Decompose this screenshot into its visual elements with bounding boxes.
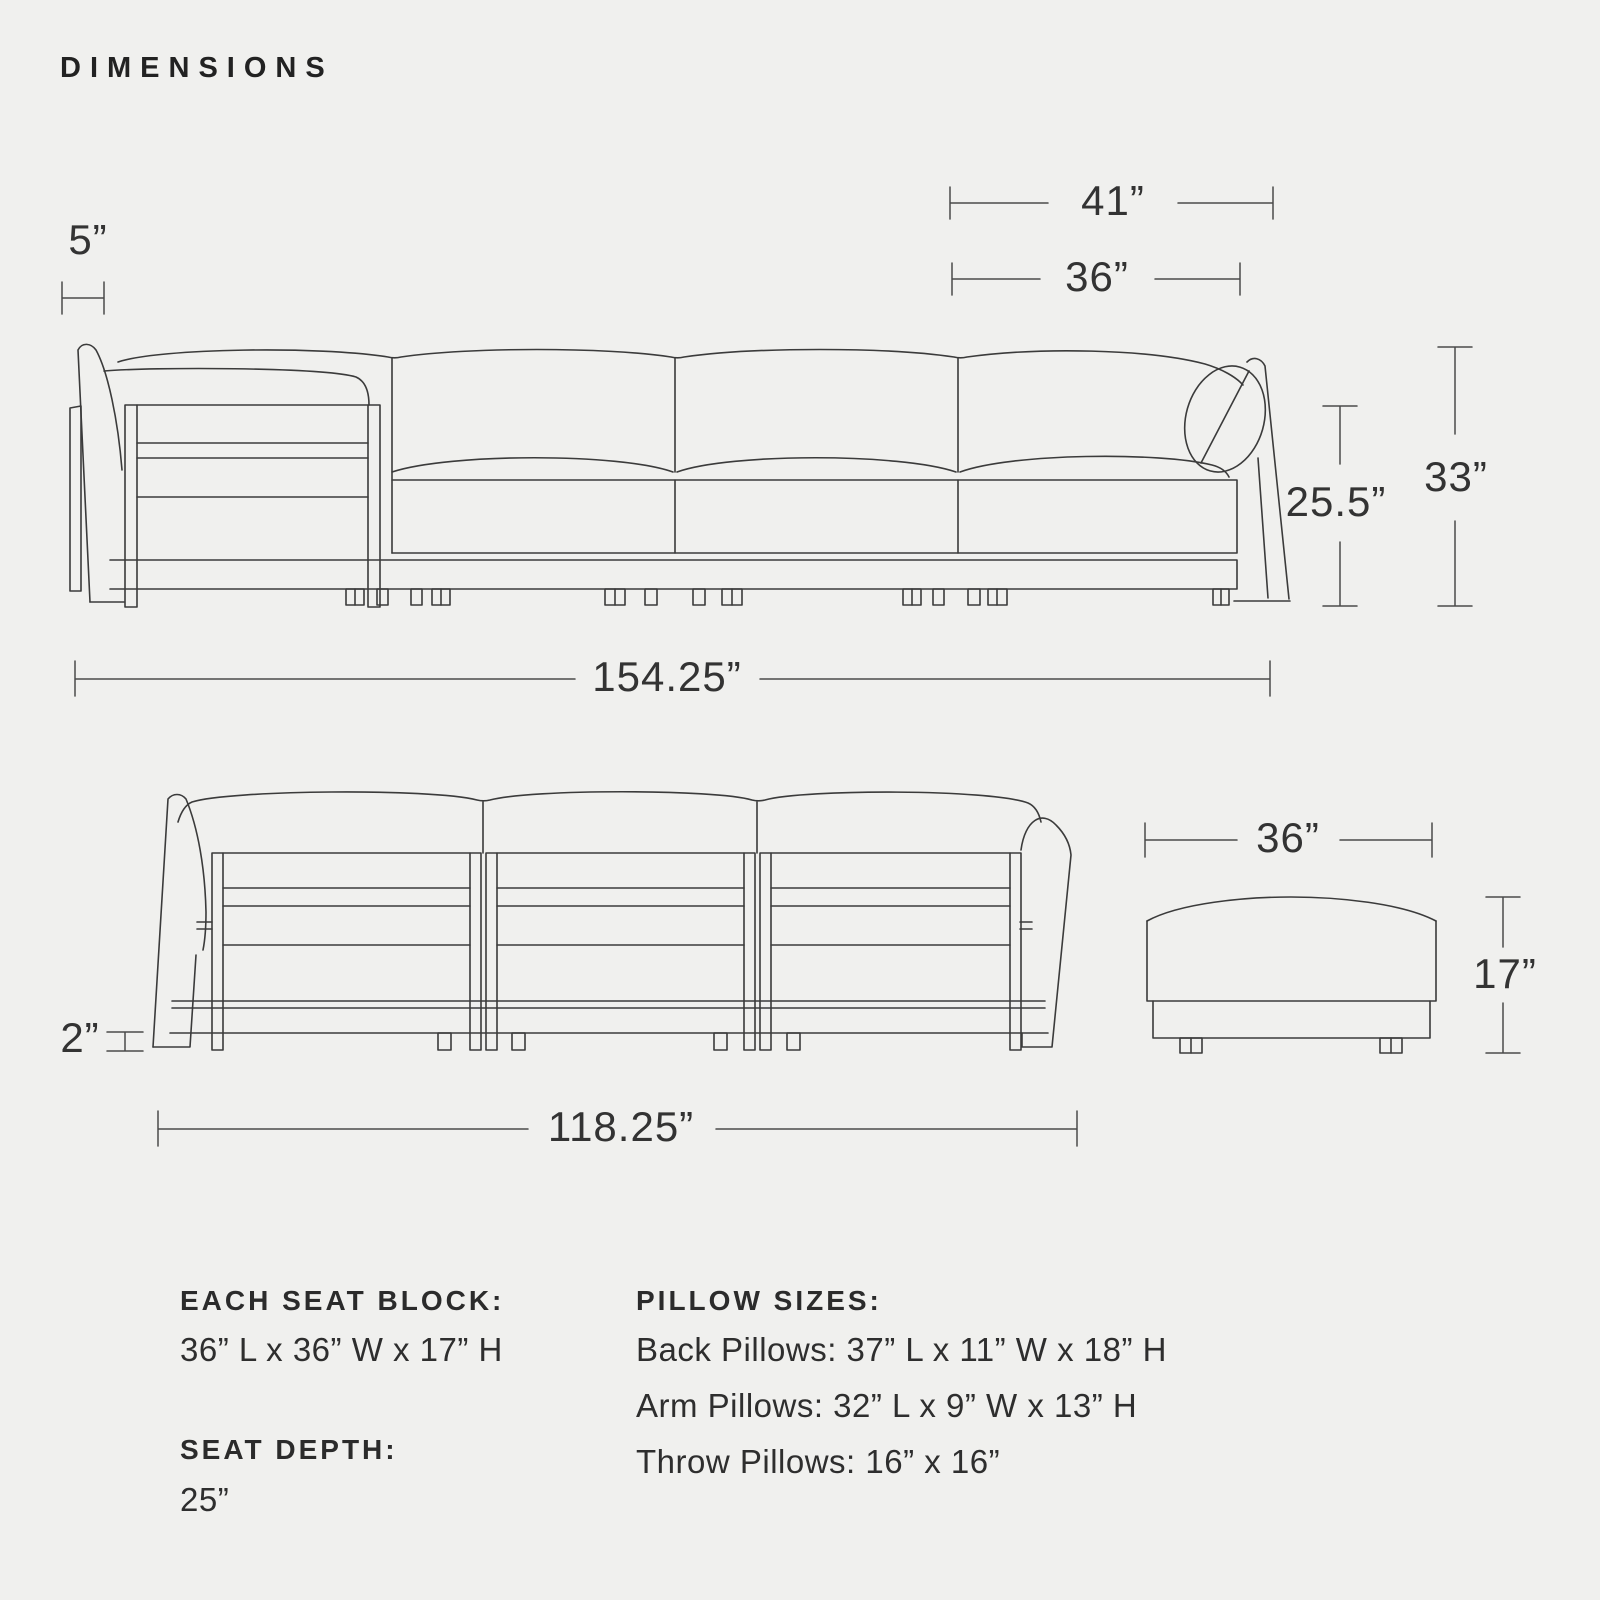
dim-label-leg-height: 2” bbox=[60, 1014, 100, 1061]
dim-label-ottoman-width: 36” bbox=[1256, 814, 1320, 861]
dim-label-module-inner: 36” bbox=[1065, 253, 1129, 300]
dim-label-module-outer: 41” bbox=[1081, 177, 1145, 224]
seat-depth-heading: SEAT DEPTH: bbox=[180, 1434, 398, 1465]
dim-label-back-length: 118.25” bbox=[547, 1103, 695, 1150]
dim-label-total-height: 33” bbox=[1424, 453, 1488, 500]
dim-label-back-height: 25.5” bbox=[1285, 478, 1387, 525]
dim-label-ottoman-height: 17” bbox=[1473, 950, 1537, 997]
dim-label-total-length: 154.25” bbox=[592, 653, 742, 700]
pillow-heading: PILLOW SIZES: bbox=[636, 1285, 882, 1316]
dimension-lines bbox=[62, 187, 1520, 1146]
ottoman-drawing bbox=[1147, 897, 1436, 1053]
back-view-drawing bbox=[153, 792, 1071, 1050]
seat-depth-value: 25” bbox=[180, 1481, 230, 1518]
page-title: DIMENSIONS bbox=[60, 52, 334, 84]
pillow-item-back: Back Pillows: 37” L x 11” W x 18” H bbox=[636, 1331, 1167, 1368]
pillow-item-throw: Throw Pillows: 16” x 16” bbox=[636, 1443, 1001, 1480]
front-view-drawing bbox=[70, 344, 1290, 607]
dim-label-arm-width: 5” bbox=[68, 216, 108, 263]
seat-block-value: 36” L x 36” W x 17” H bbox=[180, 1331, 503, 1368]
seat-block-heading: EACH SEAT BLOCK: bbox=[180, 1285, 505, 1316]
pillow-item-arm: Arm Pillows: 32” L x 9” W x 13” H bbox=[636, 1387, 1138, 1424]
